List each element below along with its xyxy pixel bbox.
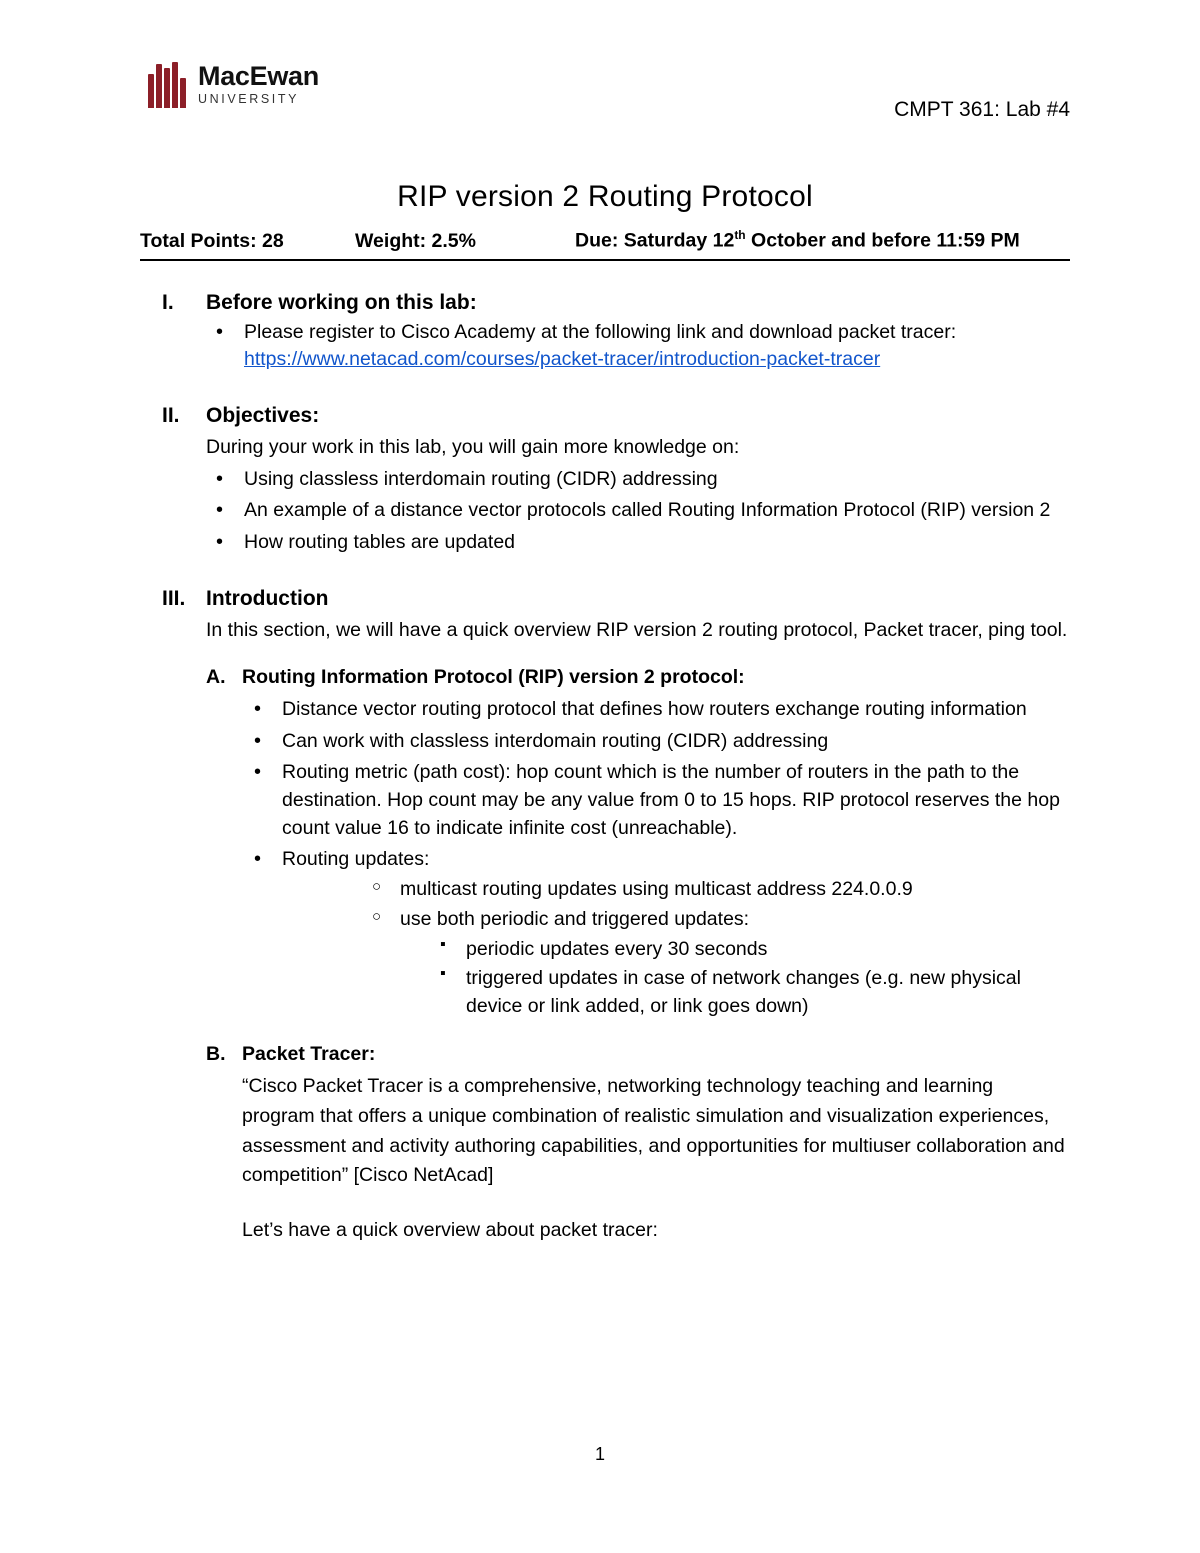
section-one-heading [140, 291, 1070, 315]
total-points: Total Points: 28 [140, 229, 284, 252]
objectives-bullets [206, 466, 1070, 557]
logo-subtitle: UNIVERSITY [198, 91, 300, 106]
subsection-packet-tracer [206, 1041, 1070, 1245]
list-item: ▪ triggered updates in case of network changes (e.g. new physical device or link added, or link goes down) [420, 965, 1070, 1020]
packet-tracer-link[interactable]: https://www.netacad.com/courses/packet-tracer/introduction-packet-tracer [244, 348, 881, 371]
section-one-title: Before working on this lab: [206, 290, 477, 314]
objectives-intro: During your work in this lab, you will gain more knowledge on: [206, 435, 740, 458]
logo-text [198, 60, 319, 106]
list-item: • Distance vector routing protocol that defines how routers exchange routing information [242, 696, 1070, 724]
list-item [206, 319, 1070, 374]
list-item: • Routing metric (path cost): hop count which is the number of routers in the path to the destination. Hop count may be any value from 0 to 15 hops. RIP protocol reserves the hop count value 16 to indicate infinite cost (unreachable). [242, 759, 1070, 842]
section-three-body [206, 617, 1070, 1245]
subsection-a-body [242, 696, 1070, 1021]
due-date-ordinal: th [734, 228, 746, 242]
weight: Weight: 2.5% [355, 229, 476, 252]
document-content [140, 60, 1070, 1244]
section-three-title: Introduction [206, 586, 329, 610]
section-two-number: II. [162, 403, 180, 427]
macewan-logo-icon [148, 60, 188, 108]
section-introduction [140, 587, 1070, 1245]
packet-tracer-closing: Let’s have a quick overview about packet tracer: [242, 1218, 658, 1241]
list-item: • Can work with classless interdomain routing (CIDR) addressing [242, 728, 1070, 756]
due-date-pre: Due: Saturday 12 [575, 229, 735, 252]
due-date [575, 228, 1070, 253]
subsection-a-heading [206, 664, 1070, 692]
section-objectives [140, 404, 1070, 557]
section-three-heading [140, 587, 1070, 611]
list-item: ○ use both periodic and triggered updates: [352, 906, 1070, 934]
section-before-working [140, 291, 1070, 374]
packet-tracer-quote: “Cisco Packet Tracer is a comprehensive, networking technology teaching and learning program that offers a unique combination of realistic simulation and visualization experiences, assessment and activity authoring capabilities, and opportunities for multiuser collaboration and competition” [Cisco NetAcad] [242, 1075, 1065, 1187]
section-one-body [206, 319, 1070, 374]
subsection-b-heading [206, 1041, 1070, 1069]
list-item: • How routing tables are updated [206, 529, 1070, 557]
list-item: • An example of a distance vector protocols called Routing Information Protocol (RIP) version 2 [206, 497, 1070, 525]
assignment-meta [140, 228, 1070, 261]
list-item: ○ multicast routing updates using multicast address 224.0.0.9 [352, 876, 1070, 904]
section-one-bullets [206, 319, 1070, 374]
section-two-heading [140, 404, 1070, 428]
section-three-number: III. [162, 586, 186, 610]
subsection-a-letter: A. [206, 666, 226, 689]
macewan-logo [148, 60, 319, 108]
routing-updates-sublist [242, 876, 1070, 933]
update-types-sublist [242, 936, 1070, 1021]
section-two-body [206, 434, 1070, 557]
subsection-a-title: Routing Information Protocol (RIP) version 2 protocol: [242, 666, 745, 689]
subsection-b-letter: B. [206, 1042, 226, 1065]
document-header [140, 60, 1070, 122]
section-one-bullet-text: Please register to Cisco Academy at the following link and download packet tracer: [244, 320, 957, 343]
subsection-b-title: Packet Tracer: [242, 1042, 376, 1065]
page-number: 1 [594, 1444, 605, 1464]
course-lab-code: CMPT 361: Lab #4 [894, 98, 1070, 121]
subsection-b-body [242, 1072, 1070, 1244]
list-item: • Routing updates: [242, 846, 1070, 874]
due-date-post: October and before 11:59 PM [745, 229, 1020, 252]
introduction-text: In this section, we will have a quick overview RIP version 2 routing protocol, Packet tracer, ping tool. [206, 618, 1068, 641]
list-item: ▪ periodic updates every 30 seconds [420, 936, 1070, 964]
section-two-title: Objectives: [206, 403, 320, 427]
subsection-rip [206, 664, 1070, 1020]
list-item: • Using classless interdomain routing (CIDR) addressing [206, 466, 1070, 494]
logo-name: MacEwan [198, 60, 319, 91]
page-title: RIP version 2 Routing Protocol [397, 180, 813, 213]
section-one-number: I. [162, 290, 174, 314]
rip-bullets [242, 696, 1070, 874]
